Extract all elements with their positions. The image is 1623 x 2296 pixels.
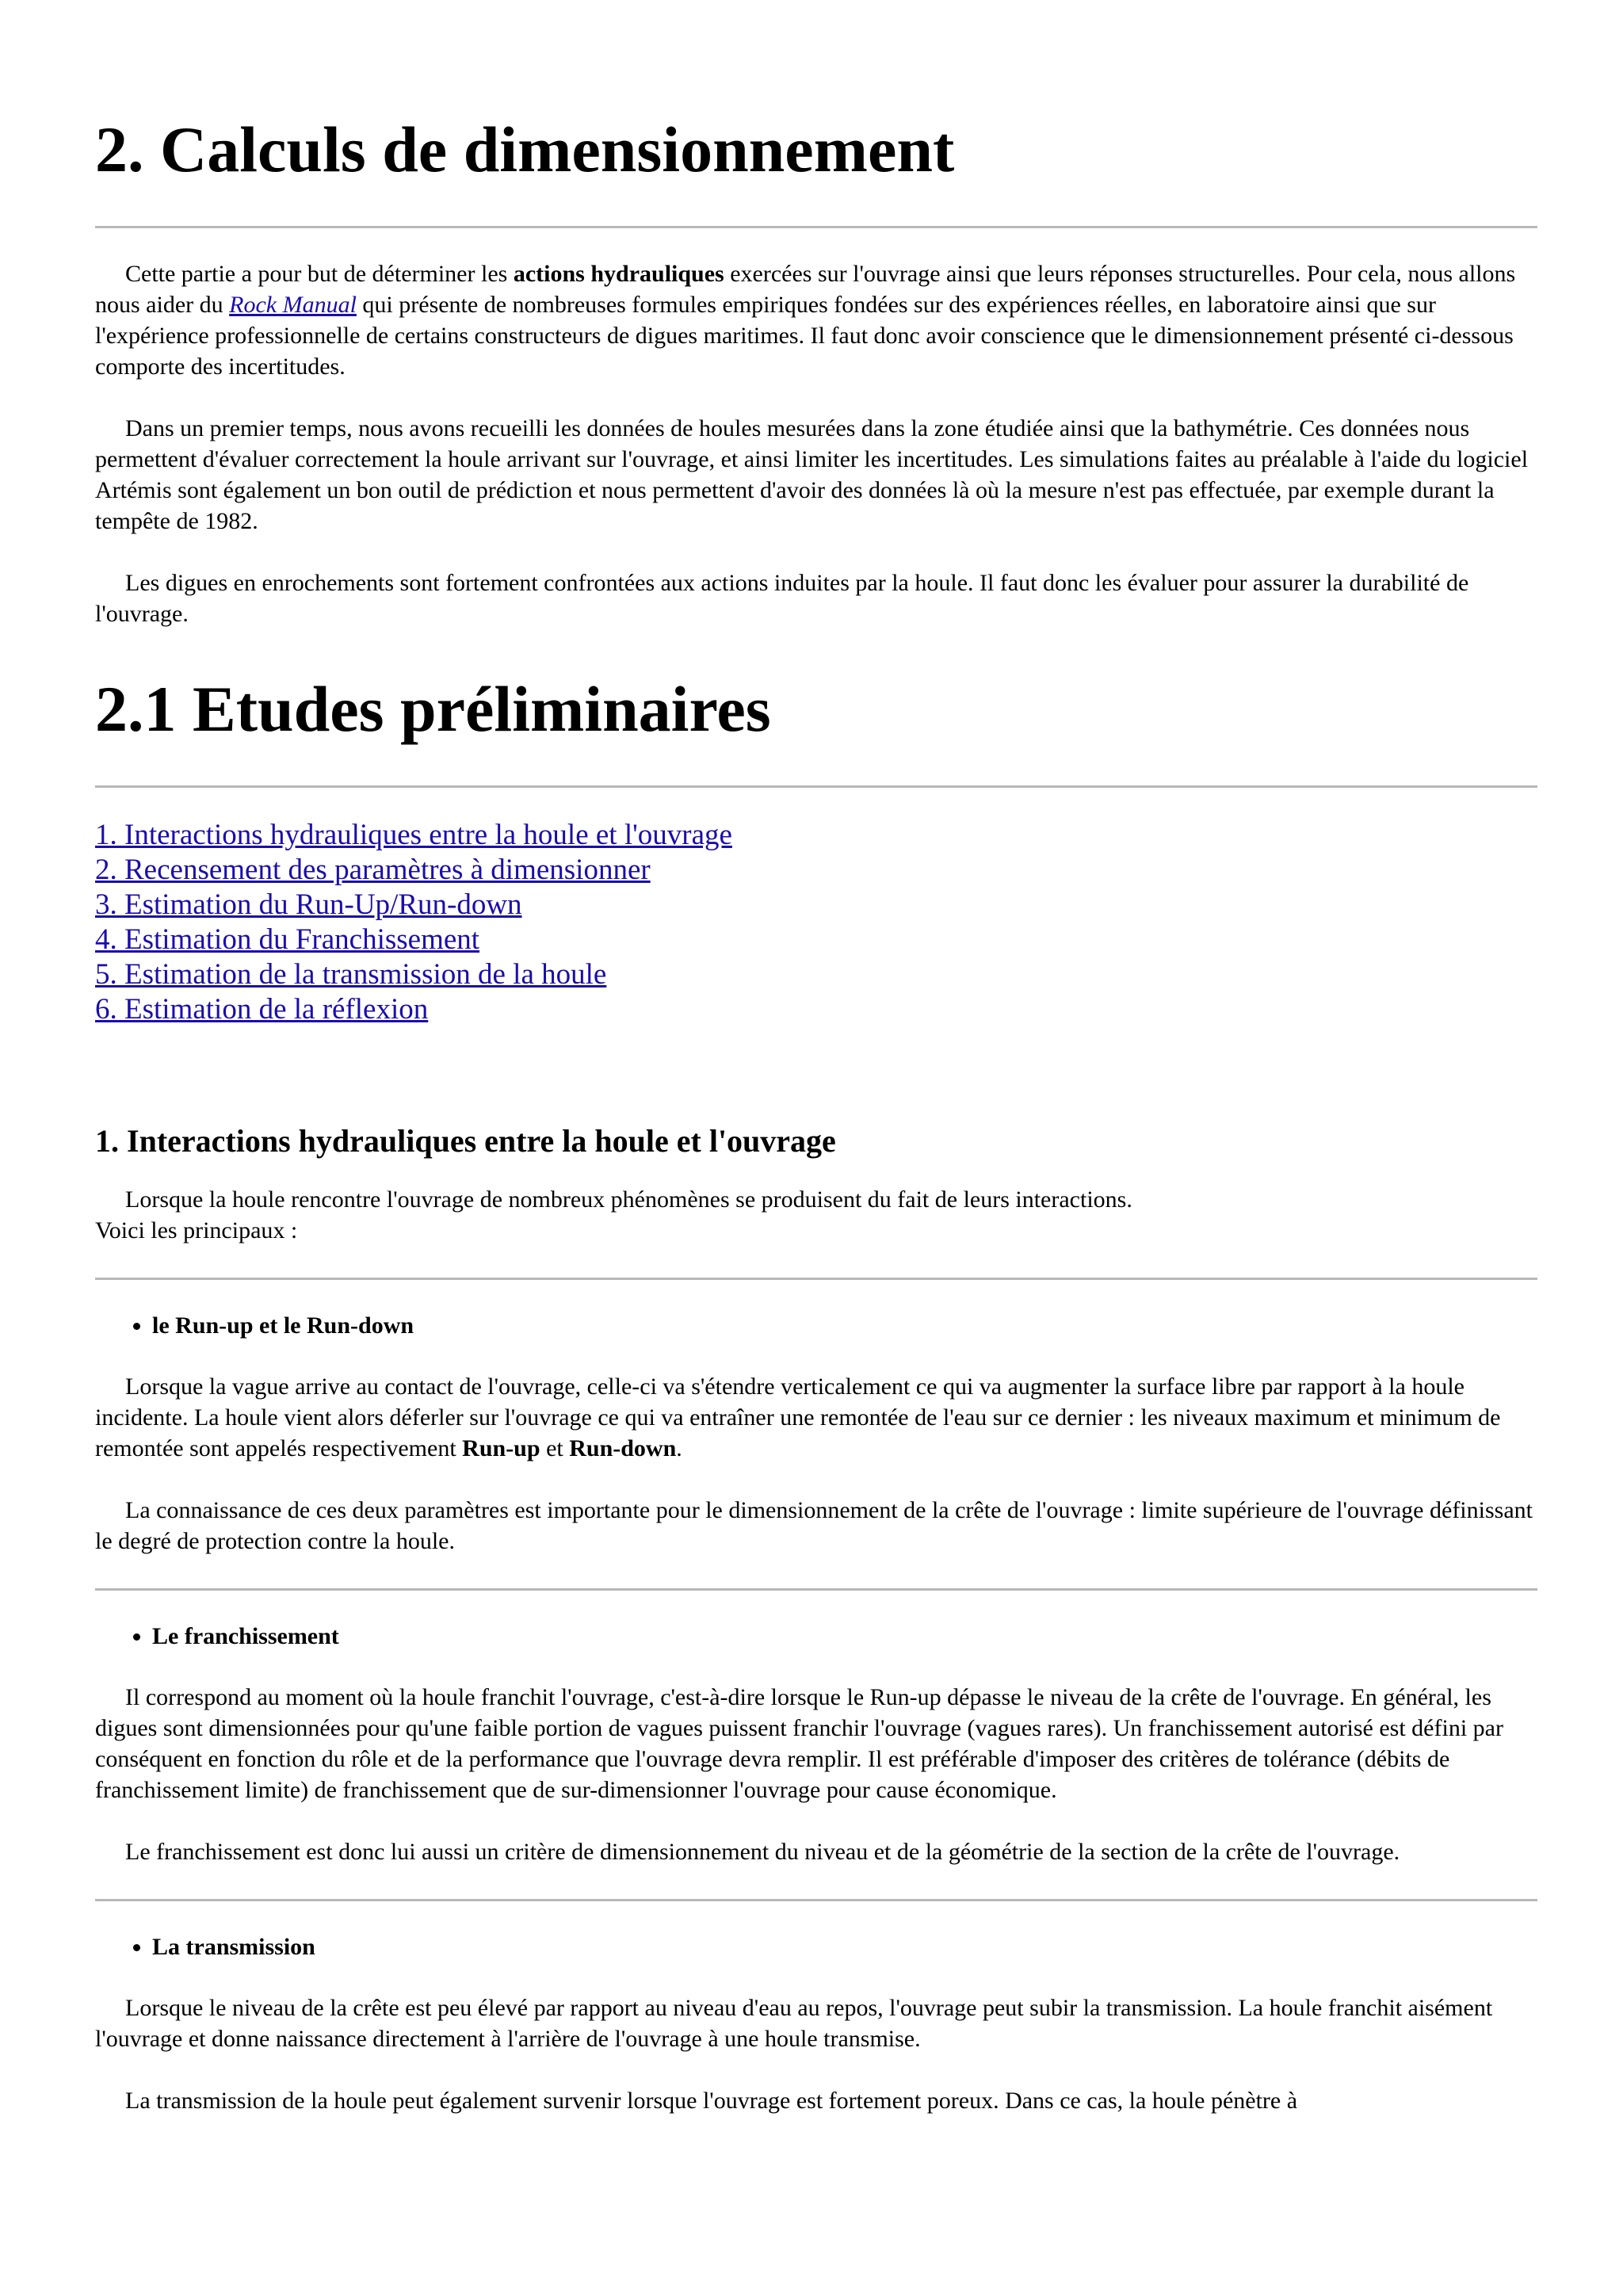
rock-manual-link[interactable]: Rock Manual [229,292,357,318]
section-title: 2.1 Etudes préliminaires [95,673,771,745]
subsection-intro-line: Voici les principaux : [95,1217,298,1244]
franchissement-heading-list [95,1621,1537,1652]
toc-link-recensement[interactable]: 2. Recensement des paramètres à dimensionner [95,854,651,886]
toc-item [95,923,1537,957]
table-of-contents [95,818,1537,1027]
toc-item [95,992,1537,1027]
transmission-heading-list [95,1931,1537,1962]
divider [95,1588,1537,1591]
intro-text: qui présente de nombreuses formules empiriques fondées sur des expériences réelles, en laboratoire ainsi que sur l'expérience professionnelle de certains constructeurs de digues maritimes. Il faut donc avoir conscience que le dimensionnement présenté ci-dessous comporte des incertitudes. [95,292,1514,380]
intro-paragraph-1 [95,258,1537,382]
runup-heading-list [95,1310,1537,1341]
toc-link-interactions[interactable]: 1. Interactions hydrauliques entre la houle et l'ouvrage [95,819,732,851]
divider [95,226,1537,228]
franchissement-paragraph-1: Il correspond au moment où la houle franchit l'ouvrage, c'est-à-dire lorsque le Run-up dépasse le niveau de la crête de l'ouvrage. En général, les digues sont dimensionnées pour qu'une faible portion de vagues puissent franchir l'ouvrage (vagues rares). Un franchissement autorisé est défini par conséquent en fonction du rôle et de la performance que l'ouvrage devra remplir. Il est préférable d'imposer des critères de tolérance (débits de franchissement limite) de franchissement que de sur-dimensionner l'ouvrage pour cause économique. [95,1684,1503,1803]
toc-item [95,888,1537,923]
document-page [95,0,1537,2116]
intro-text: exercées sur l'ouvrage ainsi que leurs réponses structurelles. Pour cela, nous allons nous aider du [95,261,1516,318]
divider [95,785,1537,788]
runup-paragraph-1 [95,1371,1537,1464]
toc-link-runup[interactable]: 3. Estimation du Run-Up/Run-down [95,888,522,921]
divider [95,1278,1537,1280]
toc-link-franchissement[interactable]: 4. Estimation du Franchissement [95,923,480,956]
runup-bold-text: Run-up [462,1435,540,1461]
toc-item [95,818,1537,853]
subsection-intro-line: Lorsque la houle rencontre l'ouvrage de nombreux phénomènes se produisent du fait de leurs interactions. [125,1186,1132,1213]
intro-paragraph-2: Dans un premier temps, nous avons recueilli les données de houles mesurées dans la zone étudiée ainsi que la bathymétrie. Ces données nous permettent d'évaluer correctement la houle arrivant sur l'ouvrage, et ainsi limiter les incertitudes. Les simulations faites au préalable à l'aide du logiciel Artémis sont également un bon outil de prédiction et nous permettent d'avoir des données là où la mesure n'est pas effectuée, par exemple durant la tempête de 1982. [95,415,1529,534]
intro-paragraph-3: Les digues en enrochements sont fortement confrontées aux actions induites par la houle. Il faut donc les évaluer pour assurer la durabilité de l'ouvrage. [95,570,1469,627]
transmission-paragraph-2: La transmission de la houle peut également survenir lorsque l'ouvrage est fortement poreux. Dans ce cas, la houle pénètre à [125,2088,1298,2114]
runup-text: et [540,1435,570,1461]
toc-item [95,957,1537,992]
transmission-heading: • La transmission [152,1931,1537,1962]
toc-link-reflexion[interactable]: 6. Estimation de la réflexion [95,993,429,1026]
subsection-title: 1. Interactions hydrauliques entre la houle et l'ouvrage [95,1123,836,1159]
rundown-bold-text: Run-down [569,1435,677,1461]
franchissement-paragraph-2: Le franchissement est donc lui aussi un critère de dimensionnement du niveau et de la géométrie de la section de la crête de l'ouvrage. [125,1839,1400,1865]
toc-link-transmission[interactable]: 5. Estimation de la transmission de la houle [95,958,607,991]
toc-item [95,853,1537,888]
runup-text: . [676,1435,682,1461]
franchissement-heading: • Le franchissement [152,1621,1537,1652]
page-title: 2. Calculs de dimensionnement [95,113,955,185]
transmission-paragraph-1: Lorsque le niveau de la crête est peu élevé par rapport au niveau d'eau au repos, l'ouvrage peut subir la transmission. La houle franchit aisément l'ouvrage et donne naissance directement à l'arrière de l'ouvrage à une houle transmise. [95,1995,1493,2052]
runup-paragraph-2: La connaissance de ces deux paramètres est importante pour le dimensionnement de la crête de l'ouvrage : limite supérieure de l'ouvrage définissant le degré de protection contre la houle. [95,1497,1533,1554]
runup-text: Lorsque la vague arrive au contact de l'ouvrage, celle-ci va s'étendre verticalement ce qui va augmenter la surface libre par rapport à la houle incidente. La houle vient alors déferler sur l'ouvrage ce qui va entraîner une remontée de l'eau sur ce dernier : les niveaux maximum et minimum de remontée sont appelés respectivement [95,1373,1501,1461]
intro-text: Cette partie a pour but de déterminer les [125,261,514,287]
runup-heading: • le Run-up et le Run-down [152,1310,1537,1341]
divider [95,1899,1537,1901]
intro-bold-text: actions hydrauliques [513,261,724,287]
subsection-intro [95,1184,1537,1246]
